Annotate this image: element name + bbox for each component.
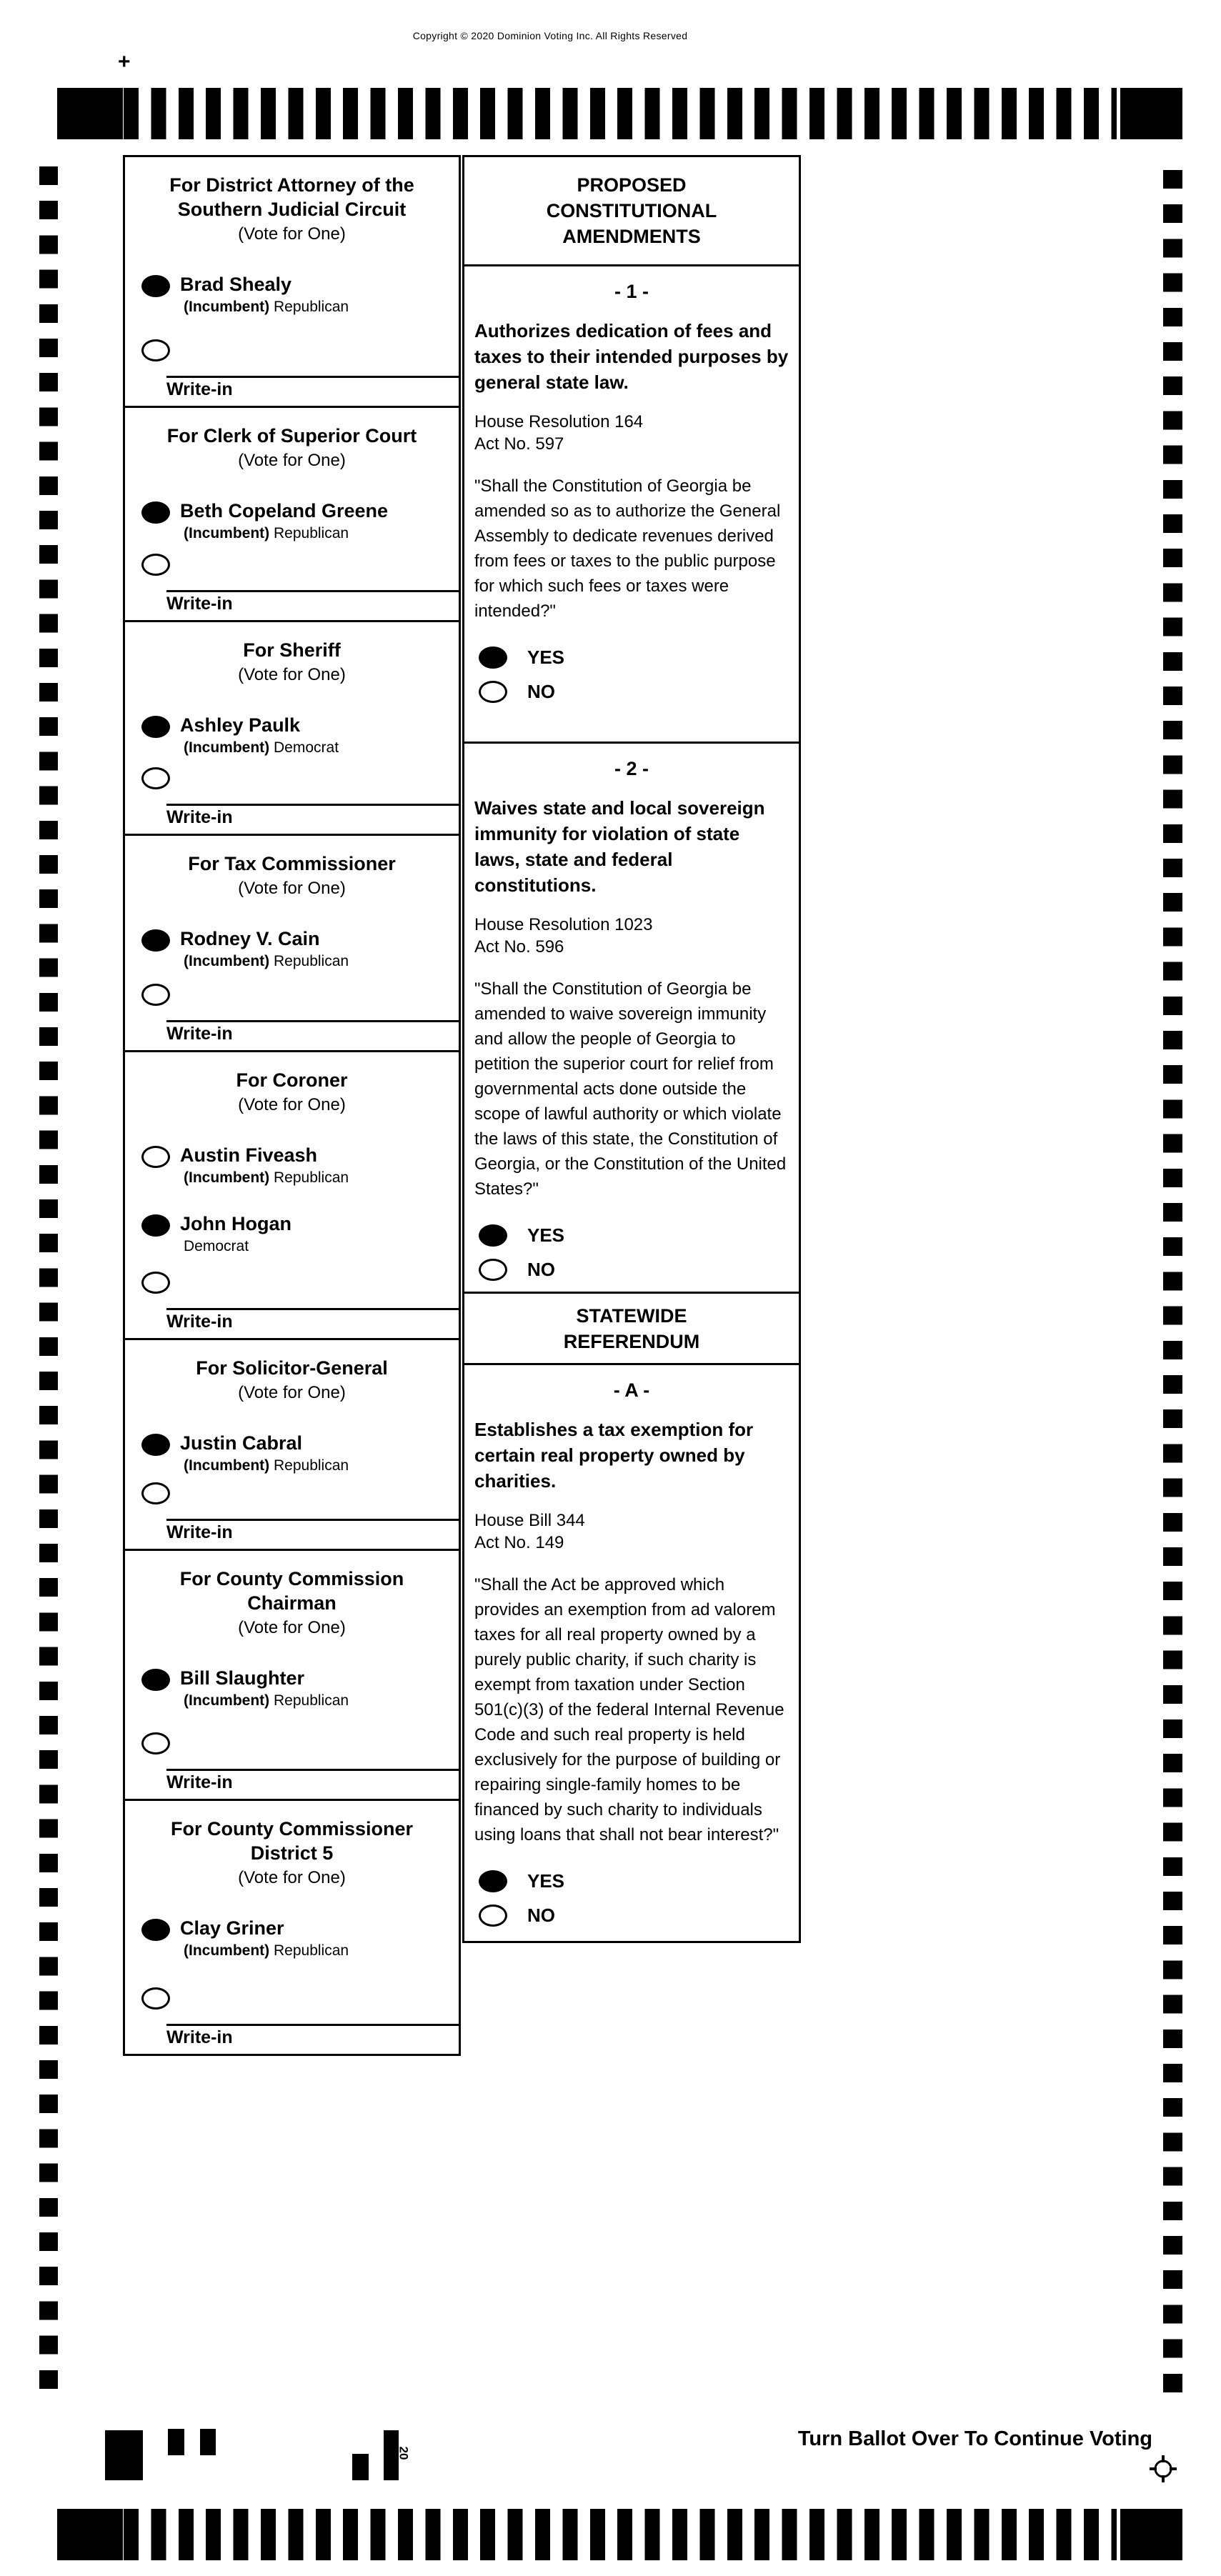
- barcode-bar: [352, 2454, 369, 2480]
- candidate-name: Clay Griner: [180, 1917, 284, 1939]
- candidate-party: (Incumbent) Republican: [184, 299, 349, 315]
- write-in-label: Write-in: [166, 1522, 233, 1542]
- candidate-name: Brad Shealy: [180, 274, 292, 295]
- measure-references: House Bill 344 Act No. 149: [474, 1511, 585, 1552]
- choice-oval-filled[interactable]: [141, 716, 170, 738]
- no-label: NO: [527, 1904, 555, 1926]
- vote-for-instruction: (Vote for One): [238, 1383, 346, 1402]
- timing-mark-column-left: [39, 166, 58, 2402]
- no-label: NO: [527, 1258, 555, 1280]
- race-title: For Clerk of Superior Court: [166, 425, 417, 446]
- choice-oval[interactable]: [141, 984, 170, 1006]
- candidate-name: Austin Fiveash: [180, 1144, 318, 1166]
- race-title: For County Commission Chairman: [179, 1568, 404, 1614]
- measure-question: "Shall the Constitution of Georgia be amended so as to authorize the General Assembly to dedicate revenues derived from fees or taxes to the public purpose for which such fees or taxes were intended?": [474, 476, 781, 621]
- choice-oval[interactable]: [141, 767, 170, 789]
- choice-oval[interactable]: [141, 1732, 170, 1754]
- timing-corner-block: [1120, 88, 1182, 139]
- registration-crosshair-icon: [1147, 2453, 1179, 2485]
- timing-corner-block: [57, 2509, 123, 2560]
- timing-corner-block: [57, 88, 123, 139]
- choice-oval[interactable]: [479, 1259, 507, 1281]
- choice-oval[interactable]: [479, 681, 507, 703]
- vote-for-instruction: (Vote for One): [238, 1095, 346, 1114]
- candidate-party: (Incumbent) Republican: [184, 1169, 349, 1186]
- choice-oval-filled[interactable]: [479, 1870, 507, 1892]
- race-sheriff: [125, 622, 459, 836]
- timing-mark-column-right: [1163, 170, 1182, 2402]
- measure-question: "Shall the Act be approved which provides an exemption from ad valorem taxes for all real property owned by a purely public charity, if such charity is exempt from taxation under Section 501(c)(3) of the federal Internal Revenue Code and such real property is held exclusively for the purpose of building or repairing single-family homes to be financed by such charity to individuals using loans that shall not bear interest?": [474, 1575, 784, 1844]
- race-county-commissioner-district-5: [125, 1801, 459, 2054]
- race-tax-commissioner: [125, 836, 459, 1052]
- proposed-amendments-header: PROPOSED CONSTITUTIONAL AMENDMENTS: [464, 157, 799, 266]
- candidate-name: Beth Copeland Greene: [180, 500, 389, 521]
- race-title: For Sheriff: [243, 639, 341, 661]
- measure-question: "Shall the Constitution of Georgia be amended to waive sovereign immunity and allow the people of Georgia to petition the superior court for relief from governmental acts done outside the scope of lawful authority or which violate the laws of this state, the Constitution of Georgia, or the Constitution of the United States?": [474, 979, 787, 1199]
- turn-ballot-over-text: Turn Ballot Over To Continue Voting: [797, 2427, 1152, 2450]
- no-label: NO: [527, 680, 555, 702]
- race-clerk-superior-court: [125, 408, 459, 622]
- race-coroner: [125, 1052, 459, 1340]
- choice-oval[interactable]: [141, 1482, 170, 1504]
- write-in-option: [125, 339, 459, 403]
- choice-oval-filled[interactable]: [141, 1214, 170, 1237]
- write-in-label: Write-in: [166, 1024, 233, 1044]
- race-title: For County Commissioner District 5: [170, 1818, 414, 1864]
- choice-oval[interactable]: [141, 339, 170, 361]
- barcode-bar: [105, 2430, 143, 2480]
- write-in-label: Write-in: [166, 1312, 233, 1332]
- write-in-label: Write-in: [166, 1772, 233, 1792]
- candidate-party: Democrat: [184, 1238, 249, 1254]
- barcode-bar: [200, 2429, 216, 2455]
- candidate-name: Ashley Paulk: [180, 714, 301, 736]
- candidate-row: [141, 499, 459, 544]
- timing-mark-strip-bottom: [124, 2509, 1117, 2560]
- candidate-row: [141, 1917, 459, 1961]
- yes-label: YES: [527, 646, 565, 668]
- timing-corner-block: [1120, 2509, 1182, 2560]
- barcode-label: 20: [397, 2446, 411, 2460]
- candidate-name: Justin Cabral: [180, 1432, 303, 1454]
- measure-number: - 1 -: [614, 281, 649, 302]
- choice-oval[interactable]: [141, 1146, 170, 1168]
- write-in-label: Write-in: [166, 807, 233, 827]
- choice-oval[interactable]: [141, 1987, 170, 2010]
- race-title: For District Attorney of the Southern Judicial Circuit: [169, 174, 414, 220]
- write-in-label: Write-in: [166, 379, 233, 399]
- vote-for-instruction: (Vote for One): [238, 451, 346, 470]
- choice-oval-filled[interactable]: [141, 1434, 170, 1456]
- candidate-name: Bill Slaughter: [180, 1667, 305, 1689]
- candidate-party: (Incumbent) Republican: [184, 1457, 349, 1474]
- race-county-commission-chairman: [125, 1551, 459, 1801]
- race-title: For Coroner: [236, 1069, 348, 1091]
- candidate-party: (Incumbent) Republican: [184, 1692, 349, 1709]
- write-in-option: [125, 1482, 459, 1546]
- race-district-attorney: [125, 157, 459, 408]
- timing-mark-strip-top: [124, 88, 1117, 139]
- write-in-option: [125, 1732, 459, 1796]
- amendment-2: [464, 757, 799, 1294]
- vote-for-instruction: (Vote for One): [238, 1618, 346, 1637]
- candidate-party: (Incumbent) Republican: [184, 953, 349, 969]
- choice-oval-filled[interactable]: [141, 275, 170, 297]
- choice-oval-filled[interactable]: [141, 1919, 170, 1941]
- candidate-row: [141, 1432, 459, 1476]
- vote-for-instruction: (Vote for One): [238, 665, 346, 684]
- barcode-bar: [168, 2429, 184, 2455]
- vote-for-instruction: (Vote for One): [238, 879, 346, 898]
- races-column: [123, 155, 461, 2056]
- yes-choice-row: [479, 1869, 789, 1893]
- choice-oval[interactable]: [141, 1272, 170, 1294]
- copyright-line: Copyright © 2020 Dominion Voting Inc. All Rights Reserved: [412, 30, 688, 41]
- measure-references: House Resolution 164 Act No. 597: [474, 412, 644, 454]
- write-in-option: [125, 1272, 459, 1335]
- candidate-row: [141, 1144, 459, 1188]
- write-in-option: [125, 554, 459, 617]
- vote-for-instruction: (Vote for One): [238, 1868, 346, 1887]
- choice-oval[interactable]: [479, 1904, 507, 1927]
- write-in-option: [125, 984, 459, 1047]
- candidate-row: [141, 273, 459, 317]
- yes-label: YES: [527, 1224, 565, 1246]
- no-choice-row: [479, 1903, 789, 1927]
- measure-summary: Authorizes dedication of fees and taxes to their intended purposes by general state law.: [474, 320, 789, 393]
- write-in-label: Write-in: [166, 594, 233, 614]
- amendment-1: [464, 279, 799, 744]
- yes-choice-row: [479, 645, 789, 669]
- measures-column: [462, 155, 801, 1943]
- yes-choice-row: [479, 1223, 789, 1247]
- yes-label: YES: [527, 1869, 565, 1892]
- measure-number: - 2 -: [614, 758, 649, 779]
- no-choice-row: [479, 1257, 789, 1282]
- ballot-barcode: [105, 2429, 434, 2480]
- candidate-name: John Hogan: [180, 1213, 291, 1234]
- measure-summary: Establishes a tax exemption for certain real property owned by charities.: [474, 1419, 754, 1492]
- write-in-option: [125, 767, 459, 831]
- statewide-referendum-header: STATEWIDE REFERENDUM: [464, 1294, 799, 1365]
- write-in-option: [125, 1987, 459, 2051]
- choice-oval-filled[interactable]: [141, 1669, 170, 1691]
- measure-summary: Waives state and local sovereign immunity for violation of state laws, state and federal constitutions.: [474, 797, 765, 896]
- race-solicitor-general: [125, 1340, 459, 1551]
- registration-plus-mark: +: [118, 50, 131, 74]
- candidate-party: (Incumbent) Republican: [184, 1942, 349, 1959]
- race-title: For Tax Commissioner: [188, 853, 396, 874]
- referendum-a: [464, 1378, 799, 1941]
- choice-oval-filled[interactable]: [141, 929, 170, 952]
- candidate-row: [141, 714, 459, 758]
- candidate-party: (Incumbent) Democrat: [184, 739, 339, 756]
- candidate-row: [141, 1212, 459, 1257]
- candidate-row: [141, 1667, 459, 1711]
- measure-references: House Resolution 1023 Act No. 596: [474, 915, 653, 957]
- write-in-label: Write-in: [166, 2027, 233, 2047]
- choice-oval[interactable]: [141, 554, 170, 576]
- choice-oval-filled[interactable]: [479, 647, 507, 669]
- vote-for-instruction: (Vote for One): [238, 224, 346, 244]
- candidate-party: (Incumbent) Republican: [184, 525, 349, 541]
- race-title: For Solicitor-General: [196, 1357, 388, 1379]
- candidate-name: Rodney V. Cain: [180, 928, 320, 949]
- choice-oval-filled[interactable]: [479, 1224, 507, 1247]
- no-choice-row: [479, 679, 789, 704]
- candidate-row: [141, 927, 459, 972]
- choice-oval-filled[interactable]: [141, 501, 170, 524]
- measure-number: - A -: [613, 1379, 650, 1401]
